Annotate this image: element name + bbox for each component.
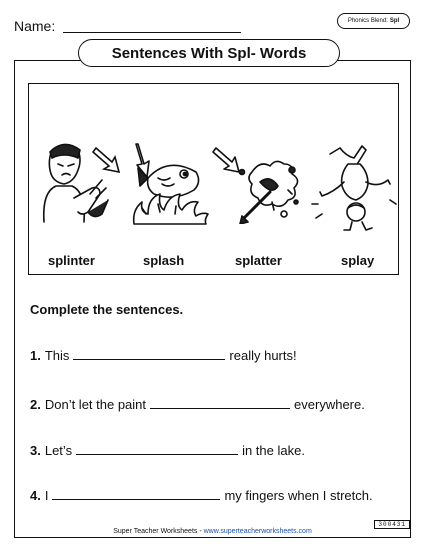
boy-with-splinter-icon xyxy=(30,142,120,224)
word-label: splash xyxy=(143,253,185,268)
phonics-badge xyxy=(337,13,410,29)
sentence-before: Don’t let the paint xyxy=(44,397,147,412)
word-label: splay xyxy=(341,253,375,268)
name-label: Name: xyxy=(14,18,56,34)
sentence-before: This xyxy=(44,348,70,363)
sentence xyxy=(30,443,305,458)
badge-value: Spl xyxy=(389,18,400,24)
paint-splatter-icon xyxy=(212,142,304,224)
footer-link[interactable]: www.superteacherworksheets.com xyxy=(203,528,312,535)
word-label: splinter xyxy=(48,253,95,268)
sentence-after: really hurts! xyxy=(229,348,297,363)
fish-splash-icon xyxy=(124,138,214,228)
badge-prefix: Phonics Blend: xyxy=(347,18,388,24)
answer-blank[interactable] xyxy=(150,397,290,409)
instructions: Complete the sentences. xyxy=(30,302,184,317)
sentence-number: 3. xyxy=(30,443,41,458)
worksheet-code: 300431 xyxy=(374,520,410,529)
sentence xyxy=(30,397,365,412)
footer-text: Super Teacher Worksheets - xyxy=(113,528,204,535)
answer-blank[interactable] xyxy=(52,488,220,500)
sentence-number: 4. xyxy=(30,488,41,503)
word-label: splatter xyxy=(235,253,282,268)
cartwheel-splay-icon xyxy=(308,138,398,234)
name-field[interactable] xyxy=(63,32,241,33)
sentence-after: my fingers when I stretch. xyxy=(224,488,373,503)
sentence xyxy=(30,488,373,503)
footer xyxy=(0,528,425,535)
sentence-number: 1. xyxy=(30,348,41,363)
worksheet-title: Sentences With Spl- Words xyxy=(78,39,340,67)
answer-blank[interactable] xyxy=(76,443,238,455)
sentence xyxy=(30,348,297,363)
answer-blank[interactable] xyxy=(73,348,225,360)
sentence-after: everywhere. xyxy=(294,397,365,412)
sentence-before: Let’s xyxy=(44,443,73,458)
sentence-number: 2. xyxy=(30,397,41,412)
sentence-before: I xyxy=(44,488,49,503)
sentence-after: in the lake. xyxy=(242,443,305,458)
